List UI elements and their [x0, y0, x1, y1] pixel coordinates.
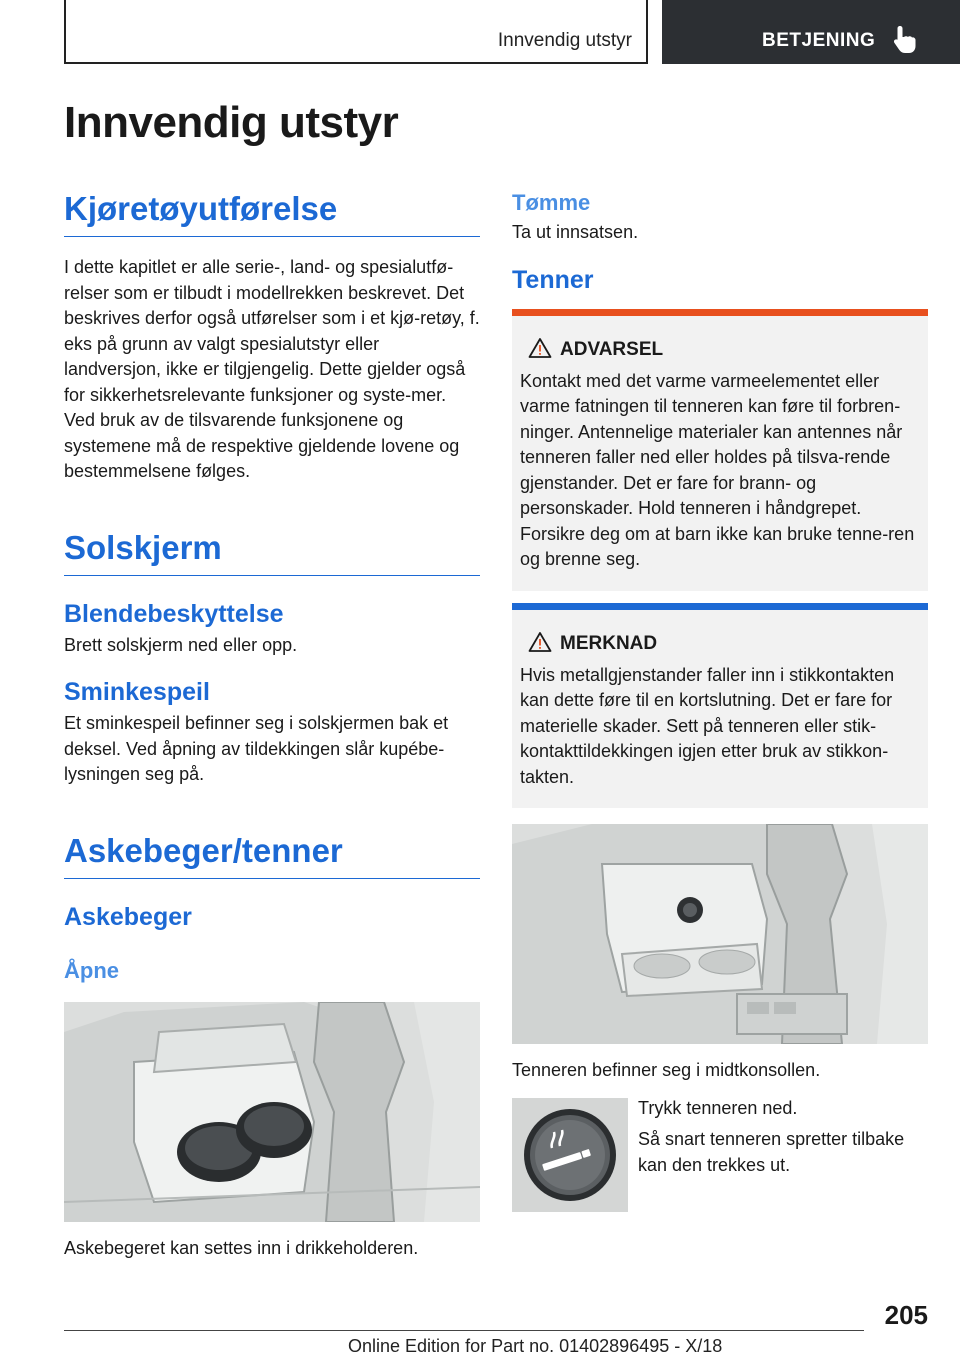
header-section-box: [64, 0, 648, 64]
header-section-title: Innvendig utstyr: [497, 30, 632, 51]
console-photo-caption: Tenneren befinner seg i midtkonsollen.: [512, 1060, 821, 1080]
header-chapter-tab: [662, 0, 960, 64]
lighter-step-block: [512, 1096, 928, 1212]
page-title: Innvendig utstyr: [64, 98, 399, 147]
warning-title-row: [520, 337, 920, 363]
heading-sun-visor: Solskjerm: [64, 529, 480, 576]
hand-pointer-icon: [892, 24, 918, 54]
warning-triangle-icon: [528, 337, 552, 359]
right-column: [512, 190, 928, 1212]
cigarette-lighter-icon: [512, 1098, 628, 1212]
ashtray-photo: [64, 1002, 480, 1222]
heading-glare-protection: Blendebeskyttelse: [64, 599, 284, 628]
note-text: Hvis metallgjenstander faller inn i stikkontakten kan dette føre til en kortslutning. Det er fare for materielle skader. Sett på tenneren eller stik-kontakttildekkingen igjen etter bruk av stikkon-takten.: [520, 664, 895, 787]
lighter-step-2: Så snart tenneren spretter tilbake kan den trekkes ut.: [638, 1129, 905, 1175]
vehicle-equipment-text: I dette kapitlet er alle serie-, land- og spesialutfø-relser som er tilbudt i modellrekken beskrevet. Det beskrives derfor også utførelser som i et kjø-retøy, f. eks på grunn av valgt spesialutstyr eller landversjon, ikke er tilgjengelig. Dette gjelder også for sikkerhetsrelevante funksjoner og syste-mer. Ved bruk av de tilsvarende funksjonene og systemene må de respektive gjeldende lovene og bestemmelsene følges.: [64, 257, 480, 481]
empty-text: Ta ut innsatsen.: [512, 222, 639, 242]
heading-open: Åpne: [64, 957, 119, 983]
note-box: [512, 603, 928, 809]
heading-lighter: Tenner: [512, 265, 594, 294]
footer-edition: Online Edition for Part no. 01402896495 - X/18: [348, 1336, 723, 1356]
heading-ashtray: Askebeger: [64, 902, 192, 931]
heading-vehicle-equipment: Kjøretøyutførelse: [64, 190, 480, 237]
console-photo: [512, 824, 928, 1044]
page-number: 205: [884, 1300, 928, 1330]
vanity-mirror-text: Et sminkespeil befinner seg i solskjermen bak et deksel. Ved åpning av tildekkingen slår kupébe-lysningen seg på.: [64, 713, 449, 784]
ashtray-photo-caption: Askebegeret kan settes inn i drikkeholderen.: [64, 1237, 419, 1258]
lighter-step-1: Trykk tenneren ned.: [638, 1097, 798, 1118]
header-chapter-title: BETJENING: [762, 30, 876, 51]
warning-title: ADVARSEL: [560, 338, 664, 360]
footer-divider: [64, 1330, 864, 1331]
warning-triangle-icon: [528, 631, 552, 653]
heading-vanity-mirror: Sminkespeil: [64, 678, 210, 706]
glare-protection-text: Brett solskjerm ned eller opp.: [64, 634, 298, 655]
warning-bar: [512, 309, 928, 316]
note-bar: [512, 603, 928, 610]
left-column: [64, 190, 480, 1261]
heading-empty: Tømme: [512, 190, 591, 215]
warning-text: Kontakt med det varme varmeelementet eller varme fatningen til tenneren kan føre til forbren-ninger. Antennelige materialer kan antennes når tenneren faller ned eller holdes på tilsva-rende gjenstander. Det er fare for brann- og personskader. Hold tenneren i håndgrepet. Forsikre deg om at barn ikke kan bruke tenne-ren og brenne seg.: [520, 370, 915, 569]
warning-box: [512, 309, 928, 591]
heading-ashtray-lighter: Askebeger/tenner: [64, 832, 480, 879]
note-title-row: [520, 631, 920, 657]
lighter-photo: [512, 1098, 628, 1212]
note-title: MERKNAD: [560, 632, 658, 654]
